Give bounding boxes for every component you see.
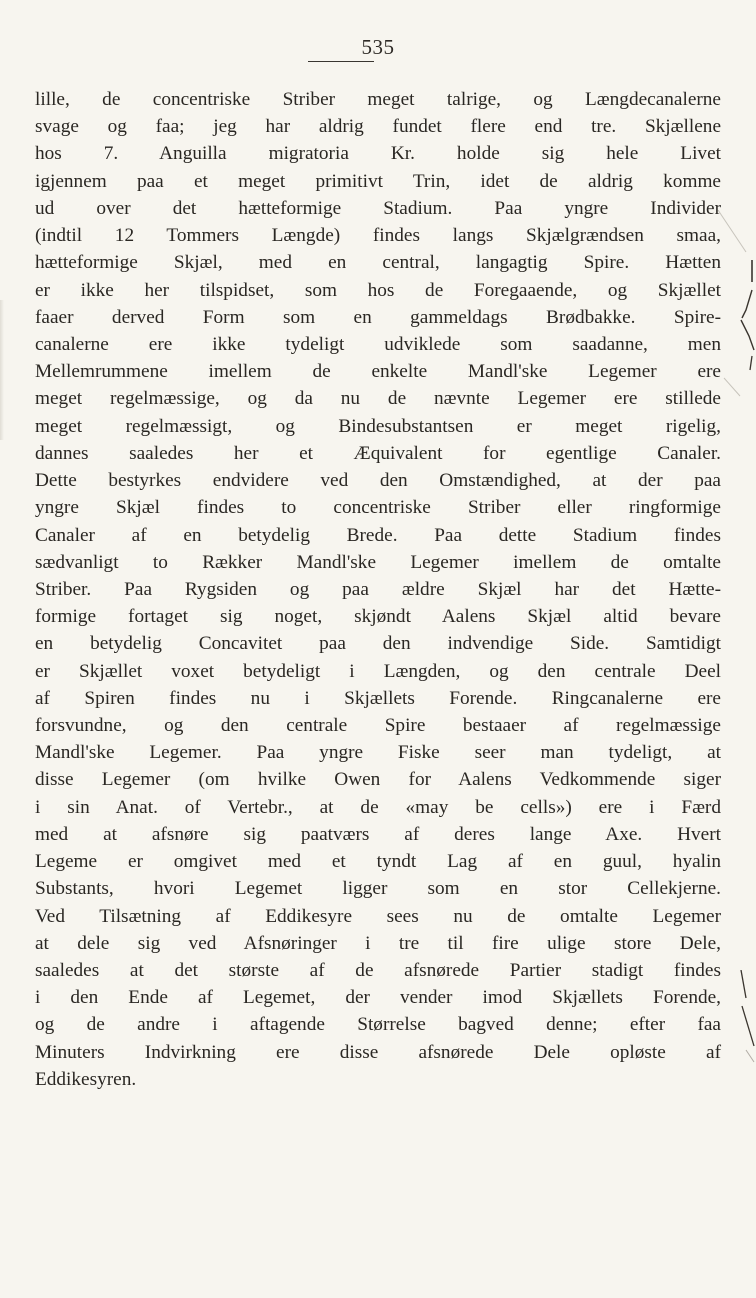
text-line: canalerne ere ikke tydeligt udviklede som saadanne, men [35, 333, 721, 355]
text-line: i sin Anat. of Vertebr., at de «may be cells») ere i Færd [35, 796, 721, 818]
bleed-through-marks-upper [716, 210, 756, 400]
text-line: yngre Skjæl findes to concentriske Striber eller ringformige [35, 497, 721, 519]
text-line: hætteformige Skjæl, med en central, langagtig Spire. Hætten [35, 252, 721, 274]
text-line: Minuters Indvirkning ere disse afsnørede Dele opløste af [35, 1041, 721, 1063]
text-line: at dele sig ved Afsnøringer i tre til fire ulige store Dele, [35, 932, 721, 954]
text-line: med at afsnøre sig paatværs af deres lange Axe. Hvert [35, 823, 721, 845]
text-line: saaledes at det største af de afsnørede Partier stadigt findes [35, 960, 721, 981]
text-line: Canaler af en betydelig Brede. Paa dette Stadium findes [35, 524, 721, 546]
text-line: er Skjællet voxet betydeligt i Længden, og den centrale Deel [35, 660, 721, 682]
text-line: af Spiren findes nu i Skjællets Forende. Ringcanalerne ere [35, 687, 721, 709]
bleed-through-marks-lower [716, 970, 756, 1080]
text-line: forsvundne, og den centrale Spire bestaaer af regelmæssige [35, 715, 721, 737]
text-line: hos 7. Anguilla migratoria Kr. holde sig hele Livet [35, 143, 721, 165]
page-edge-shadow [0, 300, 4, 440]
text-line: lille, de concentriske Striber meget talrige, og Længdecanalerne [35, 89, 721, 110]
text-line: er ikke her tilspidset, som hos de Foregaaende, og Skjællet [35, 279, 721, 301]
text-line: Legeme er omgivet med et tyndt Lag af en guul, hyalin [35, 851, 721, 873]
text-line: igjennem paa et meget primitivt Trin, idet de aldrig komme [35, 170, 721, 192]
text-line: og de andre i aftagende Størrelse bagved denne; efter faa [35, 1014, 721, 1036]
page-number: 535 [361, 35, 395, 59]
page-number-rule [308, 61, 374, 62]
text-line: meget regelmæssigt, og Bindesubstantsen er meget rigelig, [35, 415, 721, 437]
text-line: disse Legemer (om hvilke Owen for Aalens Vedkommende siger [35, 769, 721, 791]
text-line: Mellemrummene imellem de enkelte Mandl'ske Legemer ere [35, 361, 721, 383]
text-line: svage og faa; jeg har aldrig fundet flere end tre. Skjællene [35, 116, 721, 138]
text-line: Dette bestyrkes endvidere ved den Omstændighed, at der paa [35, 470, 721, 492]
text-line: Striber. Paa Rygsiden og paa ældre Skjæl har det Hætte- [35, 578, 721, 600]
text-line: sædvanligt to Rækker Mandl'ske Legemer imellem de omtalte [35, 551, 721, 573]
text-line: en betydelig Concavitet paa den indvendige Side. Samtidigt [35, 633, 721, 655]
text-line: (indtil 12 Tommers Længde) findes langs Skjælgrændsen smaa, [35, 225, 721, 247]
text-line: meget regelmæssige, og da nu de nævnte Legemer ere stillede [35, 388, 721, 410]
text-line: Ved Tilsætning af Eddikesyre sees nu de omtalte Legemer [35, 905, 721, 927]
text-line: Eddikesyren. [35, 1068, 137, 1090]
text-line: i den Ende af Legemet, der vender imod Skjællets Forende, [35, 987, 721, 1009]
text-line: formige fortaget sig noget, skjøndt Aalens Skjæl altid bevare [35, 606, 721, 628]
text-line: faaer derved Form som en gammeldags Brødbakke. Spire- [35, 306, 721, 328]
text-line: Mandl'ske Legemer. Paa yngre Fiske seer man tydeligt, at [35, 742, 721, 764]
text-line: Substants, hvori Legemet ligger som en stor Cellekjerne. [35, 878, 721, 900]
text-line: ud over det hætteformige Stadium. Paa yngre Individer [35, 197, 721, 219]
text-line: dannes saaledes her et Æquivalent for egentlige Canaler. [35, 442, 721, 464]
body-text [35, 86, 721, 1093]
